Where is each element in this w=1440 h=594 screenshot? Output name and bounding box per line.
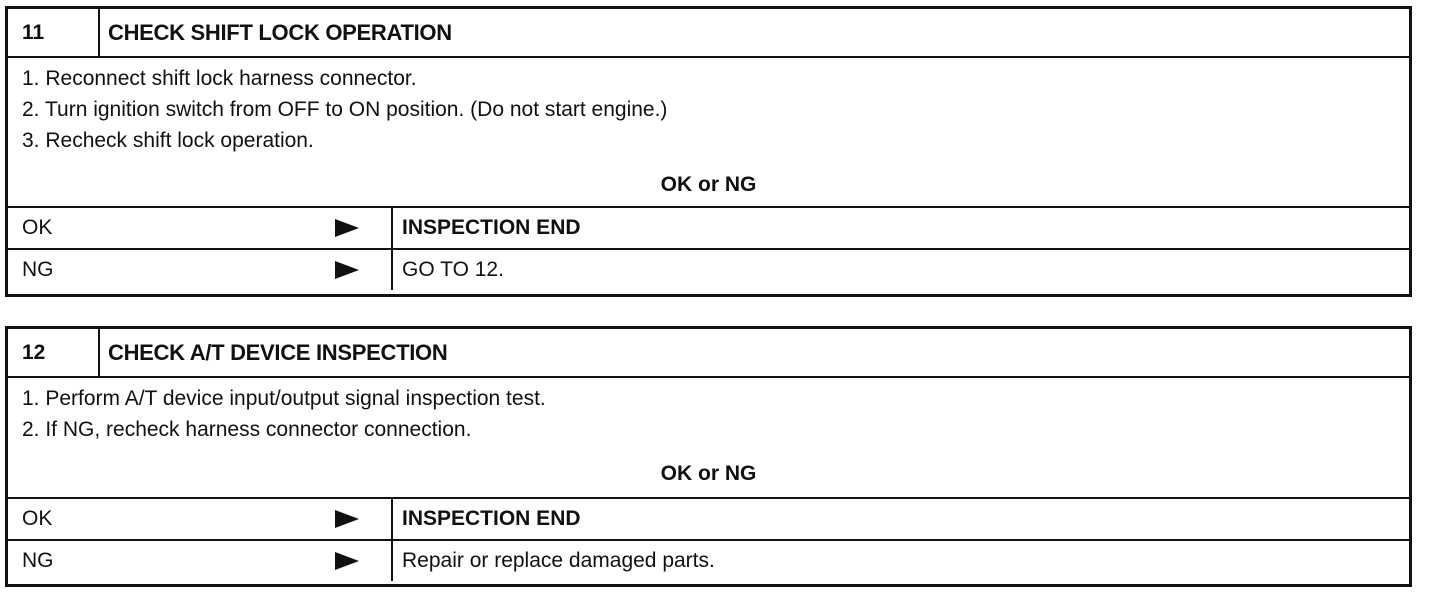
inspection-step-12 [5,326,1412,587]
procedure-list [22,383,546,445]
inspection-step-11 [5,6,1412,297]
result-row-ng [8,539,1409,581]
arrow-right-icon [335,510,359,528]
procedure-item: 3. Recheck shift lock operation. [22,129,314,152]
result-label: NG [22,258,54,281]
column-divider [391,499,393,539]
result-prompt: OK or NG [660,462,757,485]
procedure-item: 2. If NG, recheck harness connector connection. [22,418,472,441]
procedure-item: 1. Reconnect shift lock harness connector. [22,67,417,90]
result-label: OK [22,216,53,239]
procedure-item: 1. Perform A/T device input/output signal inspection test. [22,387,546,410]
result-label: OK [22,507,53,530]
column-divider [391,208,393,248]
step-header [8,9,1409,58]
result-action: Repair or replace damaged parts. [402,549,715,572]
step-number: 11 [8,9,100,56]
result-label: NG [22,549,54,572]
procedure-list [22,63,667,156]
step-title: CHECK SHIFT LOCK OPERATION [108,20,452,45]
result-action: GO TO 12. [402,258,504,281]
step-header [8,329,1409,378]
step-title: CHECK A/T DEVICE INSPECTION [108,340,448,365]
arrow-right-icon [335,261,359,279]
column-divider [391,541,393,581]
column-divider [391,250,393,290]
result-row-ok [8,206,1409,248]
result-row-ok [8,497,1409,539]
result-action: INSPECTION END [402,507,581,530]
result-action: INSPECTION END [402,216,581,239]
step-number: 12 [8,329,100,376]
result-prompt: OK or NG [660,173,757,196]
arrow-right-icon [335,219,359,237]
arrow-right-icon [335,552,359,570]
result-row-ng [8,248,1409,290]
procedure-item: 2. Turn ignition switch from OFF to ON position. (Do not start engine.) [22,98,668,121]
